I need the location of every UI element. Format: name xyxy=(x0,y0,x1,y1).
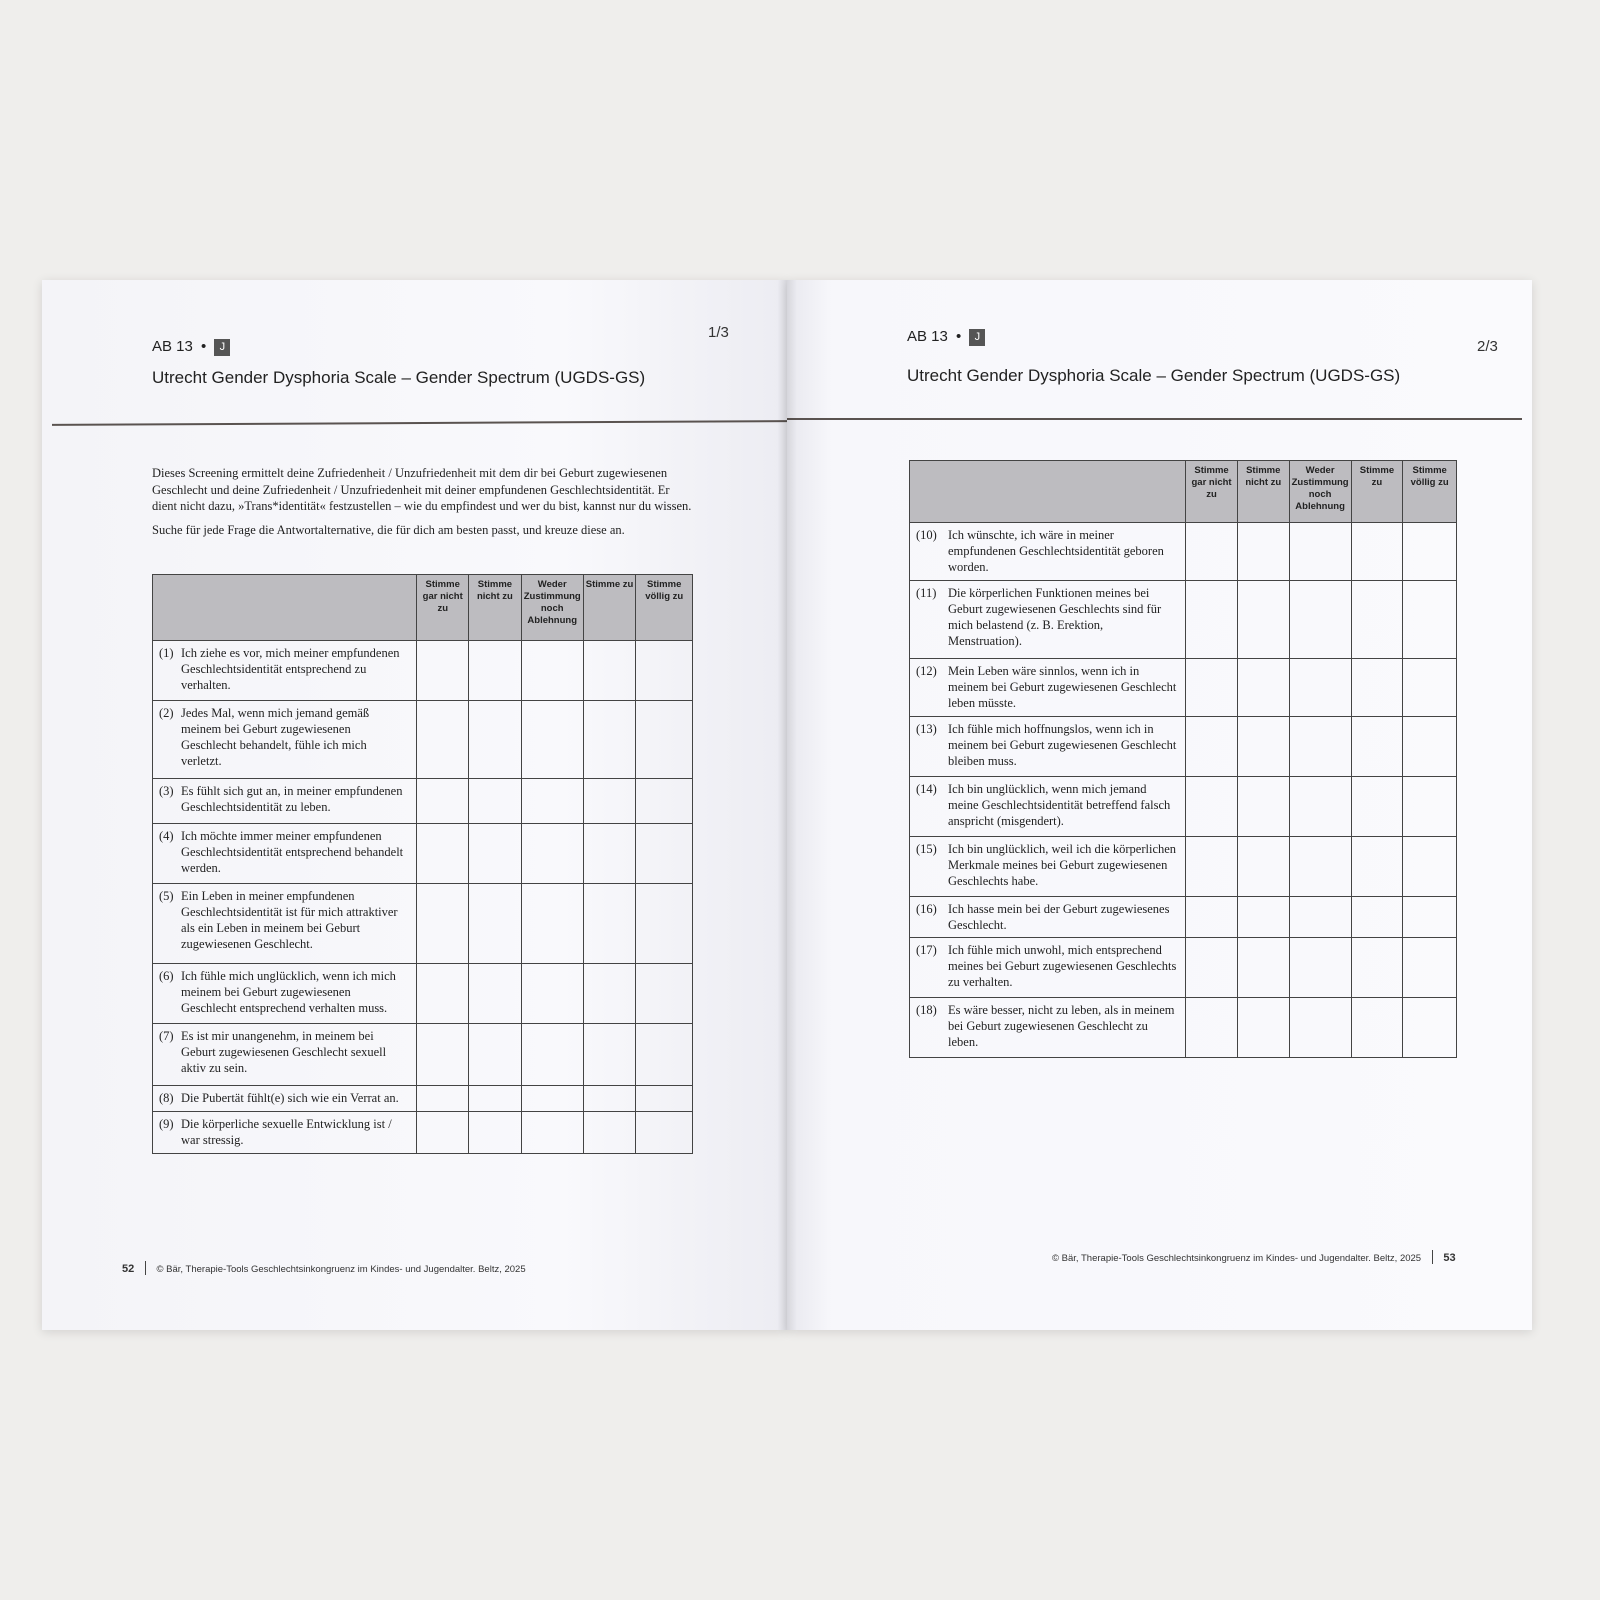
table-row xyxy=(910,897,1457,938)
answer-checkbox-cell[interactable] xyxy=(1289,777,1351,837)
book-gutter xyxy=(777,280,797,1330)
answer-checkbox-cell[interactable] xyxy=(1186,581,1238,659)
answer-checkbox-cell[interactable] xyxy=(521,964,583,1024)
table-row xyxy=(153,964,693,1024)
item-text: Mein Leben wäre sinnlos, wenn ich in meinem bei Geburt zugewiesenen Geschlecht leben müsste. xyxy=(948,664,1177,710)
page-title: Utrecht Gender Dysphoria Scale – Gender Spectrum (UGDS-GS) xyxy=(152,368,646,387)
item-statement xyxy=(910,777,1186,837)
answer-checkbox-cell[interactable] xyxy=(636,824,693,884)
item-number: (6) xyxy=(159,969,174,983)
page-title: Utrecht Gender Dysphoria Scale – Gender Spectrum (UGDS-GS) xyxy=(907,366,1401,385)
item-text: Ich ziehe es vor, mich meiner empfundenen Geschlechtsidentität entsprechend zu verhalten. xyxy=(181,646,400,692)
answer-checkbox-cell[interactable] xyxy=(583,824,636,884)
table-row xyxy=(153,1024,693,1086)
answer-checkbox-cell[interactable] xyxy=(1186,717,1238,777)
item-number: (3) xyxy=(159,784,174,798)
answer-checkbox-cell[interactable] xyxy=(1351,998,1403,1058)
item-text: Ich bin unglücklich, wenn mich jemand meine Geschlechtsidentität betreffend falsch anspricht (misgendert). xyxy=(948,782,1171,828)
item-number: (7) xyxy=(159,1029,174,1043)
answer-checkbox-cell[interactable] xyxy=(417,779,469,824)
copyright-text: © Bär, Therapie-Tools Geschlechtsinkongruenz im Kindes- und Jugendalter. Beltz, 2025 xyxy=(156,1264,526,1275)
answer-checkbox-cell[interactable] xyxy=(1351,897,1403,938)
item-statement xyxy=(910,938,1186,998)
rating-table xyxy=(909,460,1457,1058)
item-number: (5) xyxy=(159,889,174,903)
answer-checkbox-cell[interactable] xyxy=(1403,717,1457,777)
item-statement xyxy=(910,523,1186,581)
answer-checkbox-cell[interactable] xyxy=(521,884,583,964)
answer-checkbox-cell[interactable] xyxy=(1403,659,1457,717)
answer-checkbox-cell[interactable] xyxy=(417,824,469,884)
item-text: Es ist mir unangenehm, in meinem bei Geburt zugewiesenen Geschlecht sexuell aktiv zu sein. xyxy=(181,1029,387,1075)
item-number: (14) xyxy=(916,782,937,796)
answer-checkbox-cell[interactable] xyxy=(636,884,693,964)
answer-checkbox-cell[interactable] xyxy=(1289,897,1351,938)
item-statement xyxy=(910,717,1186,777)
item-text: Ich möchte immer meiner empfundenen Geschlechtsidentität entsprechend behandelt werden. xyxy=(181,829,404,875)
answer-checkbox-cell[interactable] xyxy=(583,1086,636,1112)
answer-checkbox-cell[interactable] xyxy=(1186,659,1238,717)
answer-checkbox-cell[interactable] xyxy=(469,1024,522,1086)
header-rule xyxy=(787,418,1522,420)
col-header: Stimme nicht zu xyxy=(469,575,522,641)
answer-checkbox-cell[interactable] xyxy=(1403,998,1457,1058)
table-row xyxy=(910,998,1457,1058)
answer-checkbox-cell[interactable] xyxy=(1237,659,1289,717)
answer-checkbox-cell[interactable] xyxy=(636,1024,693,1086)
answer-checkbox-cell[interactable] xyxy=(1237,998,1289,1058)
answer-checkbox-cell[interactable] xyxy=(1403,897,1457,938)
answer-checkbox-cell[interactable] xyxy=(1351,938,1403,998)
answer-checkbox-cell[interactable] xyxy=(1289,998,1351,1058)
item-statement xyxy=(153,824,417,884)
answer-checkbox-cell[interactable] xyxy=(1186,897,1238,938)
answer-checkbox-cell[interactable] xyxy=(521,779,583,824)
left-page xyxy=(42,280,787,1330)
table-row xyxy=(153,824,693,884)
answer-checkbox-cell[interactable] xyxy=(636,1086,693,1112)
open-book xyxy=(42,270,1542,1360)
item-text: Ich fühle mich unwohl, mich entsprechend meines bei Geburt zugewiesenen Geschlechts zu verhalten. xyxy=(948,943,1177,989)
col-header: Stimme gar nicht zu xyxy=(417,575,469,641)
item-text: Ich fühle mich unglücklich, wenn ich mich meinem bei Geburt zugewiesenen Geschlecht entsprechend verhalten muss. xyxy=(181,969,396,1015)
item-number: (15) xyxy=(916,842,937,856)
col-header: Stimme zu xyxy=(583,575,636,641)
answer-checkbox-cell[interactable] xyxy=(417,1086,469,1112)
item-number: (2) xyxy=(159,706,174,720)
instruction-paragraph: Suche für jede Frage die Antwortalternative, die für dich am besten passt, und kreuze diese an. xyxy=(152,522,625,537)
col-header: Stimme völlig zu xyxy=(1403,461,1457,523)
item-statement xyxy=(153,1112,417,1154)
table-row xyxy=(910,523,1457,581)
answer-checkbox-cell[interactable] xyxy=(521,1112,583,1154)
table-row xyxy=(153,641,693,701)
answer-checkbox-cell[interactable] xyxy=(417,964,469,1024)
col-header: Stimme gar nicht zu xyxy=(1186,461,1238,523)
answer-checkbox-cell[interactable] xyxy=(1237,777,1289,837)
answer-checkbox-cell[interactable] xyxy=(1186,523,1238,581)
table-row xyxy=(910,717,1457,777)
answer-checkbox-cell[interactable] xyxy=(417,884,469,964)
copyright-text: © Bär, Therapie-Tools Geschlechtsinkongruenz im Kindes- und Jugendalter. Beltz, 2025 xyxy=(1052,1253,1422,1264)
answer-checkbox-cell[interactable] xyxy=(469,641,522,701)
answer-checkbox-cell[interactable] xyxy=(1237,897,1289,938)
item-number: (1) xyxy=(159,646,174,660)
page-fraction: 2/3 xyxy=(1477,338,1498,355)
answer-checkbox-cell[interactable] xyxy=(1289,938,1351,998)
item-number: (18) xyxy=(916,1003,937,1017)
item-statement xyxy=(153,1024,417,1086)
answer-checkbox-cell[interactable] xyxy=(417,641,469,701)
answer-checkbox-cell[interactable] xyxy=(469,779,522,824)
answer-checkbox-cell[interactable] xyxy=(1403,938,1457,998)
item-number: (12) xyxy=(916,664,937,678)
answer-checkbox-cell[interactable] xyxy=(1289,581,1351,659)
footer xyxy=(122,1261,526,1275)
answer-checkbox-cell[interactable] xyxy=(1351,837,1403,897)
item-number: (17) xyxy=(916,943,937,957)
page-number: 53 xyxy=(1443,1252,1456,1264)
age-badge: J xyxy=(969,329,985,346)
answer-checkbox-cell[interactable] xyxy=(583,1112,636,1154)
answer-checkbox-cell[interactable] xyxy=(469,964,522,1024)
answer-checkbox-cell[interactable] xyxy=(583,701,636,779)
table-row xyxy=(910,837,1457,897)
item-statement xyxy=(910,998,1186,1058)
item-text: Ich fühle mich hoffnungslos, wenn ich in meinem bei Geburt zugewiesenen Geschlecht bleiben muss. xyxy=(948,722,1177,768)
item-text: Es fühlt sich gut an, in meiner empfundenen Geschlechtsidentität zu leben. xyxy=(181,784,403,814)
item-number: (13) xyxy=(916,722,937,736)
answer-checkbox-cell[interactable] xyxy=(469,1086,522,1112)
answer-checkbox-cell[interactable] xyxy=(417,1024,469,1086)
answer-checkbox-cell[interactable] xyxy=(1351,777,1403,837)
footer xyxy=(1052,1250,1456,1264)
item-statement xyxy=(153,1086,417,1112)
table-row xyxy=(910,659,1457,717)
right-page xyxy=(787,280,1532,1330)
item-statement xyxy=(910,897,1186,938)
answer-checkbox-cell[interactable] xyxy=(521,701,583,779)
item-number: (10) xyxy=(916,528,937,542)
answer-checkbox-cell[interactable] xyxy=(583,964,636,1024)
table-row xyxy=(153,884,693,964)
answer-checkbox-cell[interactable] xyxy=(1237,837,1289,897)
table-row xyxy=(153,1112,693,1154)
answer-checkbox-cell[interactable] xyxy=(636,641,693,701)
answer-checkbox-cell[interactable] xyxy=(583,641,636,701)
item-statement xyxy=(153,779,417,824)
rating-table xyxy=(152,574,693,1154)
table-row xyxy=(153,701,693,779)
table-row xyxy=(910,581,1457,659)
item-text: Die körperliche sexuelle Entwicklung ist / war stressig. xyxy=(181,1117,392,1147)
item-number: (4) xyxy=(159,829,174,843)
table-row xyxy=(153,1086,693,1112)
answer-checkbox-cell[interactable] xyxy=(1289,523,1351,581)
answer-checkbox-cell[interactable] xyxy=(417,701,469,779)
item-text: Ein Leben in meiner empfundenen Geschlechtsidentität ist für mich attraktiver als ein Leben in meinem bei Geburt zugewiesenen Geschlecht. xyxy=(181,889,398,951)
answer-checkbox-cell[interactable] xyxy=(636,701,693,779)
item-text: Die körperlichen Funktionen meines bei Geburt zugewiesenen Geschlechts sind für mich belastend (z. B. Erektion, Menstruation). xyxy=(948,586,1162,648)
item-number: (11) xyxy=(916,586,937,600)
table-row xyxy=(153,779,693,824)
answer-checkbox-cell[interactable] xyxy=(583,779,636,824)
worksheet-label: AB 13 • J xyxy=(907,328,985,346)
item-statement xyxy=(153,964,417,1024)
answer-checkbox-cell[interactable] xyxy=(636,964,693,1024)
answer-checkbox-cell[interactable] xyxy=(1186,777,1238,837)
intro-text xyxy=(152,465,692,545)
age-badge: J xyxy=(214,339,230,356)
header-rule xyxy=(52,420,787,426)
answer-checkbox-cell[interactable] xyxy=(1237,581,1289,659)
item-text: Jedes Mal, wenn mich jemand gemäß meinem bei Geburt zugewiesenen Geschlecht behandelt, fühle ich mich verletzt. xyxy=(181,706,370,768)
answer-checkbox-cell[interactable] xyxy=(469,884,522,964)
col-header: Weder Zustimmung noch Ablehnung xyxy=(1289,461,1351,523)
answer-checkbox-cell[interactable] xyxy=(583,884,636,964)
item-statement xyxy=(153,701,417,779)
header-blank xyxy=(910,461,1186,523)
answer-checkbox-cell[interactable] xyxy=(636,1112,693,1154)
item-statement xyxy=(153,884,417,964)
answer-checkbox-cell[interactable] xyxy=(1351,523,1403,581)
answer-checkbox-cell[interactable] xyxy=(469,701,522,779)
answer-checkbox-cell[interactable] xyxy=(1403,523,1457,581)
col-header: Stimme völlig zu xyxy=(636,575,693,641)
item-text: Ich hasse mein bei der Geburt zugewiesenes Geschlecht. xyxy=(948,902,1170,932)
answer-checkbox-cell[interactable] xyxy=(521,1086,583,1112)
answer-checkbox-cell[interactable] xyxy=(521,824,583,884)
item-text: Es wäre besser, nicht zu leben, als in meinem bei Geburt zugewiesenen Geschlecht zu leben. xyxy=(948,1003,1175,1049)
answer-checkbox-cell[interactable] xyxy=(1351,581,1403,659)
item-text: Ich bin unglücklich, weil ich die körperlichen Merkmale meines bei Geburt zugewiesenen Geschlechts habe. xyxy=(948,842,1177,888)
answer-checkbox-cell[interactable] xyxy=(1403,777,1457,837)
item-number: (8) xyxy=(159,1091,174,1105)
table-row xyxy=(910,938,1457,998)
answer-checkbox-cell[interactable] xyxy=(1237,523,1289,581)
answer-checkbox-cell[interactable] xyxy=(1351,659,1403,717)
item-number: (9) xyxy=(159,1117,174,1131)
item-statement xyxy=(153,641,417,701)
answer-checkbox-cell[interactable] xyxy=(1403,837,1457,897)
col-header: Stimme zu xyxy=(1351,461,1403,523)
answer-checkbox-cell[interactable] xyxy=(1289,659,1351,717)
answer-checkbox-cell[interactable] xyxy=(1403,581,1457,659)
page-number: 52 xyxy=(122,1263,135,1275)
item-text: Ich wünschte, ich wäre in meiner empfundenen Geschlechtsidentität geboren worden. xyxy=(948,528,1164,574)
answer-checkbox-cell[interactable] xyxy=(583,1024,636,1086)
col-header: Stimme nicht zu xyxy=(1237,461,1289,523)
col-header: Weder Zustimmung noch Ablehnung xyxy=(521,575,583,641)
item-number: (16) xyxy=(916,902,937,916)
answer-checkbox-cell[interactable] xyxy=(1237,717,1289,777)
page-fraction: 1/3 xyxy=(708,324,729,341)
answer-checkbox-cell[interactable] xyxy=(1351,717,1403,777)
answer-checkbox-cell[interactable] xyxy=(1237,938,1289,998)
intro-paragraph: Dieses Screening ermittelt deine Zufriedenheit / Unzufriedenheit mit dem dir bei Geburt zugewiesenen Geschlecht und deine Zufriedenheit / Unzufriedenheit mit deiner empfundenen Geschlechtsidentität. Er dient nicht dazu, »Trans*identität« festzustellen – wie du empfindest und wer du bist, kannst nur du wissen. xyxy=(152,466,692,513)
answer-checkbox-cell[interactable] xyxy=(1186,837,1238,897)
answer-checkbox-cell[interactable] xyxy=(1289,717,1351,777)
item-statement xyxy=(910,837,1186,897)
answer-checkbox-cell[interactable] xyxy=(636,779,693,824)
answer-checkbox-cell[interactable] xyxy=(1289,837,1351,897)
table-row xyxy=(910,777,1457,837)
item-statement xyxy=(910,659,1186,717)
header-blank xyxy=(153,575,417,641)
answer-checkbox-cell[interactable] xyxy=(1186,998,1238,1058)
answer-checkbox-cell[interactable] xyxy=(1186,938,1238,998)
answer-checkbox-cell[interactable] xyxy=(521,1024,583,1086)
answer-checkbox-cell[interactable] xyxy=(417,1112,469,1154)
item-text: Die Pubertät fühlt(e) sich wie ein Verrat an. xyxy=(181,1091,399,1105)
item-statement xyxy=(910,581,1186,659)
worksheet-label: AB 13 • J xyxy=(152,338,230,356)
answer-checkbox-cell[interactable] xyxy=(469,824,522,884)
answer-checkbox-cell[interactable] xyxy=(521,641,583,701)
answer-checkbox-cell[interactable] xyxy=(469,1112,522,1154)
